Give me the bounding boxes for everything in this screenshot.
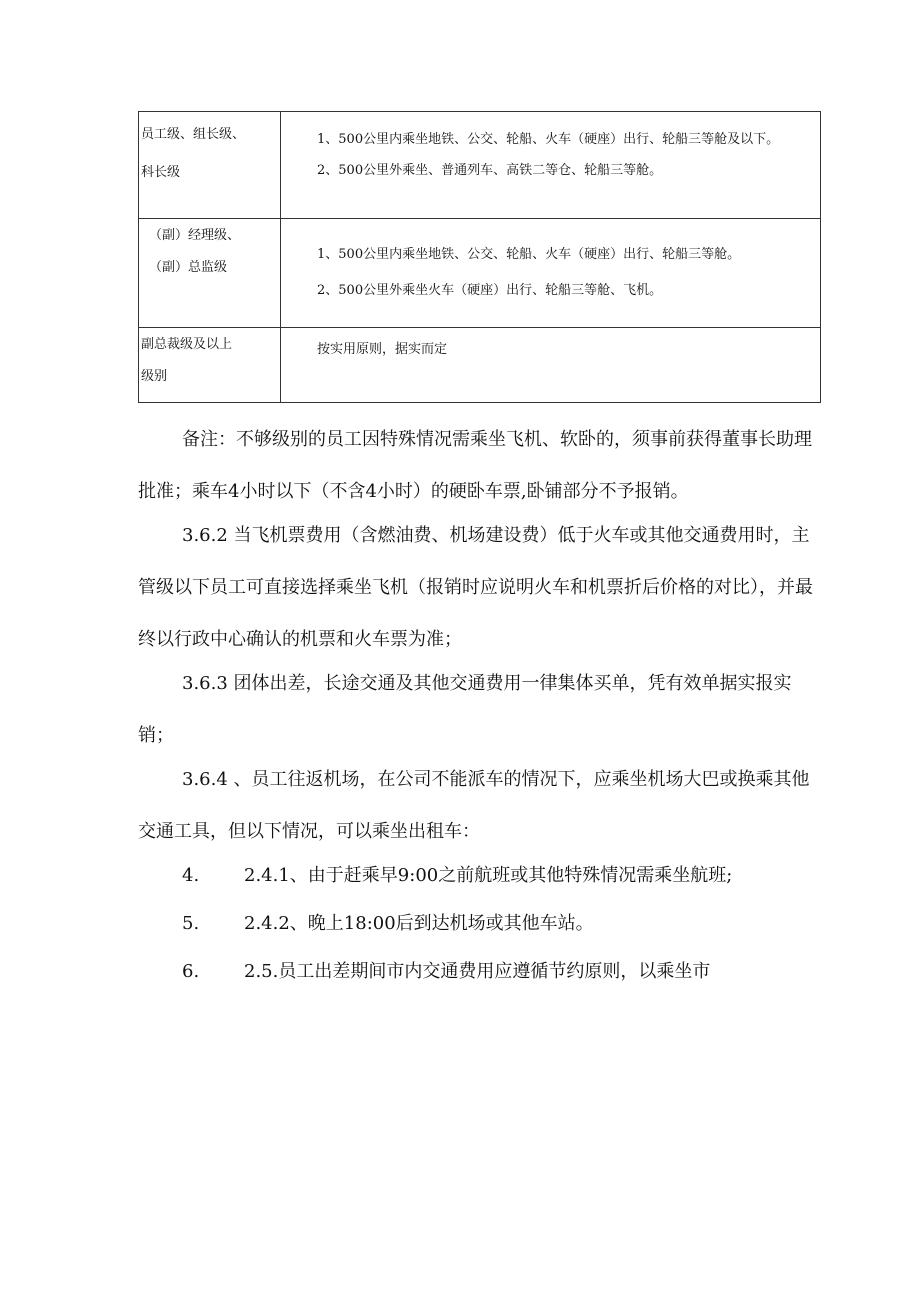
list-item <box>138 850 824 902</box>
list-text: 2.4.2、晚上18:00后到达机场或其他车站。 <box>244 913 594 934</box>
standard-item: 1、500公里内乘坐地铁、公交、轮船、火车（硬座）出行、轮船三等舱及以下。 <box>317 132 780 147</box>
section-3-6-4 <box>138 754 824 858</box>
level-label-line: （副）总监级 <box>149 260 228 275</box>
standard-cell <box>281 219 821 328</box>
list-item <box>138 898 824 950</box>
list-number: 4. <box>182 865 200 886</box>
section-3-6-3-text: 3.6.3 团体出差，长途交通及其他交通费用一律集体买单，凭有效单据实报实销； <box>138 673 792 746</box>
list-text: 2.5.员工出差期间市内交通费用应遵循节约原则，以乘坐市 <box>244 961 711 982</box>
standard-item: 按实用原则，据实而定 <box>317 342 448 357</box>
section-3-6-2 <box>138 510 824 666</box>
level-label-line: 科长级 <box>141 165 181 180</box>
level-label-line: 级别 <box>141 369 168 384</box>
section-3-6-4-text: 3.6.4 、员工往返机场，在公司不能派车的情况下，应乘坐机场大巴或换乘其他交通工具，但以下情况，可以乘坐出租车： <box>138 769 810 842</box>
list-number: 5. <box>182 913 200 934</box>
section-3-6-3 <box>138 658 824 762</box>
note-text: 备注：不够级别的员工因特殊情况需乘坐飞机、软卧的，须事前获得董事长助理批准；乘车4小时以下（不含4小时）的硬卧车票,卧铺部分不予报销。 <box>138 429 812 502</box>
list-text: 2.4.1、由于赶乘早9:00之前航班或其他特殊情况需乘坐航班; <box>244 865 733 886</box>
level-cell <box>139 112 281 219</box>
list-number: 6. <box>182 961 200 982</box>
level-cell <box>139 328 281 403</box>
list-item <box>138 946 824 998</box>
level-label-line: 副总裁级及以上 <box>141 337 233 352</box>
standard-item: 2、500公里外乘坐、普通列车、高铁二等仓、轮船三等舱。 <box>317 163 663 178</box>
level-cell <box>139 219 281 328</box>
table-row <box>139 112 821 219</box>
table-row <box>139 219 821 328</box>
section-3-6-2-text: 3.6.2 当飞机票费用（含燃油费、机场建设费）低于火车或其他交通费用时，主管级以下员工可直接选择乘坐飞机（报销时应说明火车和机票折后价格的对比），并最终以行政中心确认的机票和火车票为准； <box>138 525 813 650</box>
standard-item: 1、500公里内乘坐地铁、公交、轮船、火车（硬座）出行、轮船三等舱。 <box>317 247 741 262</box>
standard-cell <box>281 112 821 219</box>
standard-item: 2、500公里外乘坐火车（硬座）出行、轮船三等舱、飞机。 <box>317 283 663 298</box>
standard-cell <box>281 328 821 403</box>
level-label-line: 员工级、组长级、 <box>141 127 246 142</box>
travel-standard-table <box>138 111 821 403</box>
level-label-line: （副）经理级、 <box>149 228 241 243</box>
note-paragraph <box>138 414 824 518</box>
table-row <box>139 328 821 403</box>
